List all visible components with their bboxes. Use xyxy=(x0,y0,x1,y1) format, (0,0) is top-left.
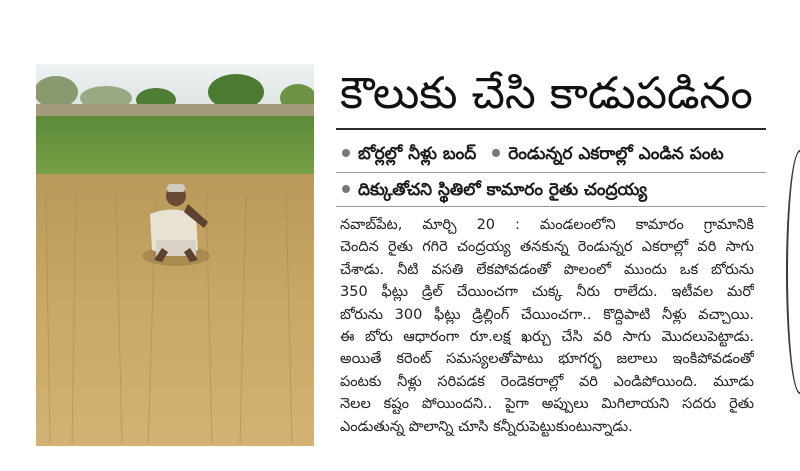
body-line: ఈ బోరు ఆధారంగా రూ.లక్ష ఖర్చు చేసి వరి సాగు మొదలుపెట్టాడు. xyxy=(340,329,754,346)
body-line: ఎండుతున్న పొలాన్ని చూసి కన్నీరుపెట్టుకుంటున్నాడు. xyxy=(340,418,633,435)
body-line: అయితే కరెంట్ సమస్యలతోపాటు భూగర్భ జలాలు ఇంకిపోవడంతో xyxy=(340,351,754,368)
article-body xyxy=(340,214,754,438)
body-line: చేశాడు. నీటి వసతి లేకపోవడంతో పొలంలో ముందు ఒక బోరును xyxy=(340,261,754,278)
body-line: చెందిన రైతు గగిరె చంద్రయ్య తనకున్న రెండున్నర ఎకరాల్లో వరి సాగు xyxy=(340,239,754,256)
bullet-icon xyxy=(342,149,350,157)
subhead-item: రెండున్నర ఎకరాల్లో ఎండిన పంట xyxy=(508,144,724,164)
body-line: పంటకు నీళ్లు సరిపడక రెండెకరాల్లో వరి ఎండిపోయింది. మూడు xyxy=(340,373,754,390)
subhead-row-1 xyxy=(340,140,780,168)
subhead-row-2 xyxy=(340,176,780,204)
bullet-icon xyxy=(492,149,500,157)
subhead-divider xyxy=(336,172,766,173)
subhead-item: బోర్లల్లో నీళ్లు బంద్ xyxy=(358,144,477,164)
page-edge-arc xyxy=(786,150,800,394)
bullet-icon xyxy=(342,185,350,193)
body-line: నవాబ్‌పేట, మార్చి 20 : మండలంలోని కామారం గ్రామానికి xyxy=(340,217,754,233)
farmer-field-photo-icon xyxy=(36,64,314,446)
body-line: బోరును 300 ఫీట్లు డ్రిల్లింగ్ చేయించగా.. కొద్దిపాటి నీళ్లు వచ్చాయి. xyxy=(340,306,754,323)
body-line: 350 ఫీట్లు డ్రిల్ చేయించగా చుక్క నీరు రాలేదు. ఇటీవల మరో xyxy=(340,284,754,301)
subhead-item: దిక్కుతోచని స్థితిలో కామారం రైతు చంద్రయ్య xyxy=(358,180,647,200)
headline: కౌలుకు చేసి కాడుపడినం xyxy=(340,68,753,119)
body-line: నెలల కష్టం పోయిందని.. పైగా అప్పులు మిగిలాయని సదరు రైతు xyxy=(340,396,754,413)
news-photo xyxy=(36,64,314,446)
subhead-divider xyxy=(336,206,766,207)
headline-divider xyxy=(336,128,766,130)
